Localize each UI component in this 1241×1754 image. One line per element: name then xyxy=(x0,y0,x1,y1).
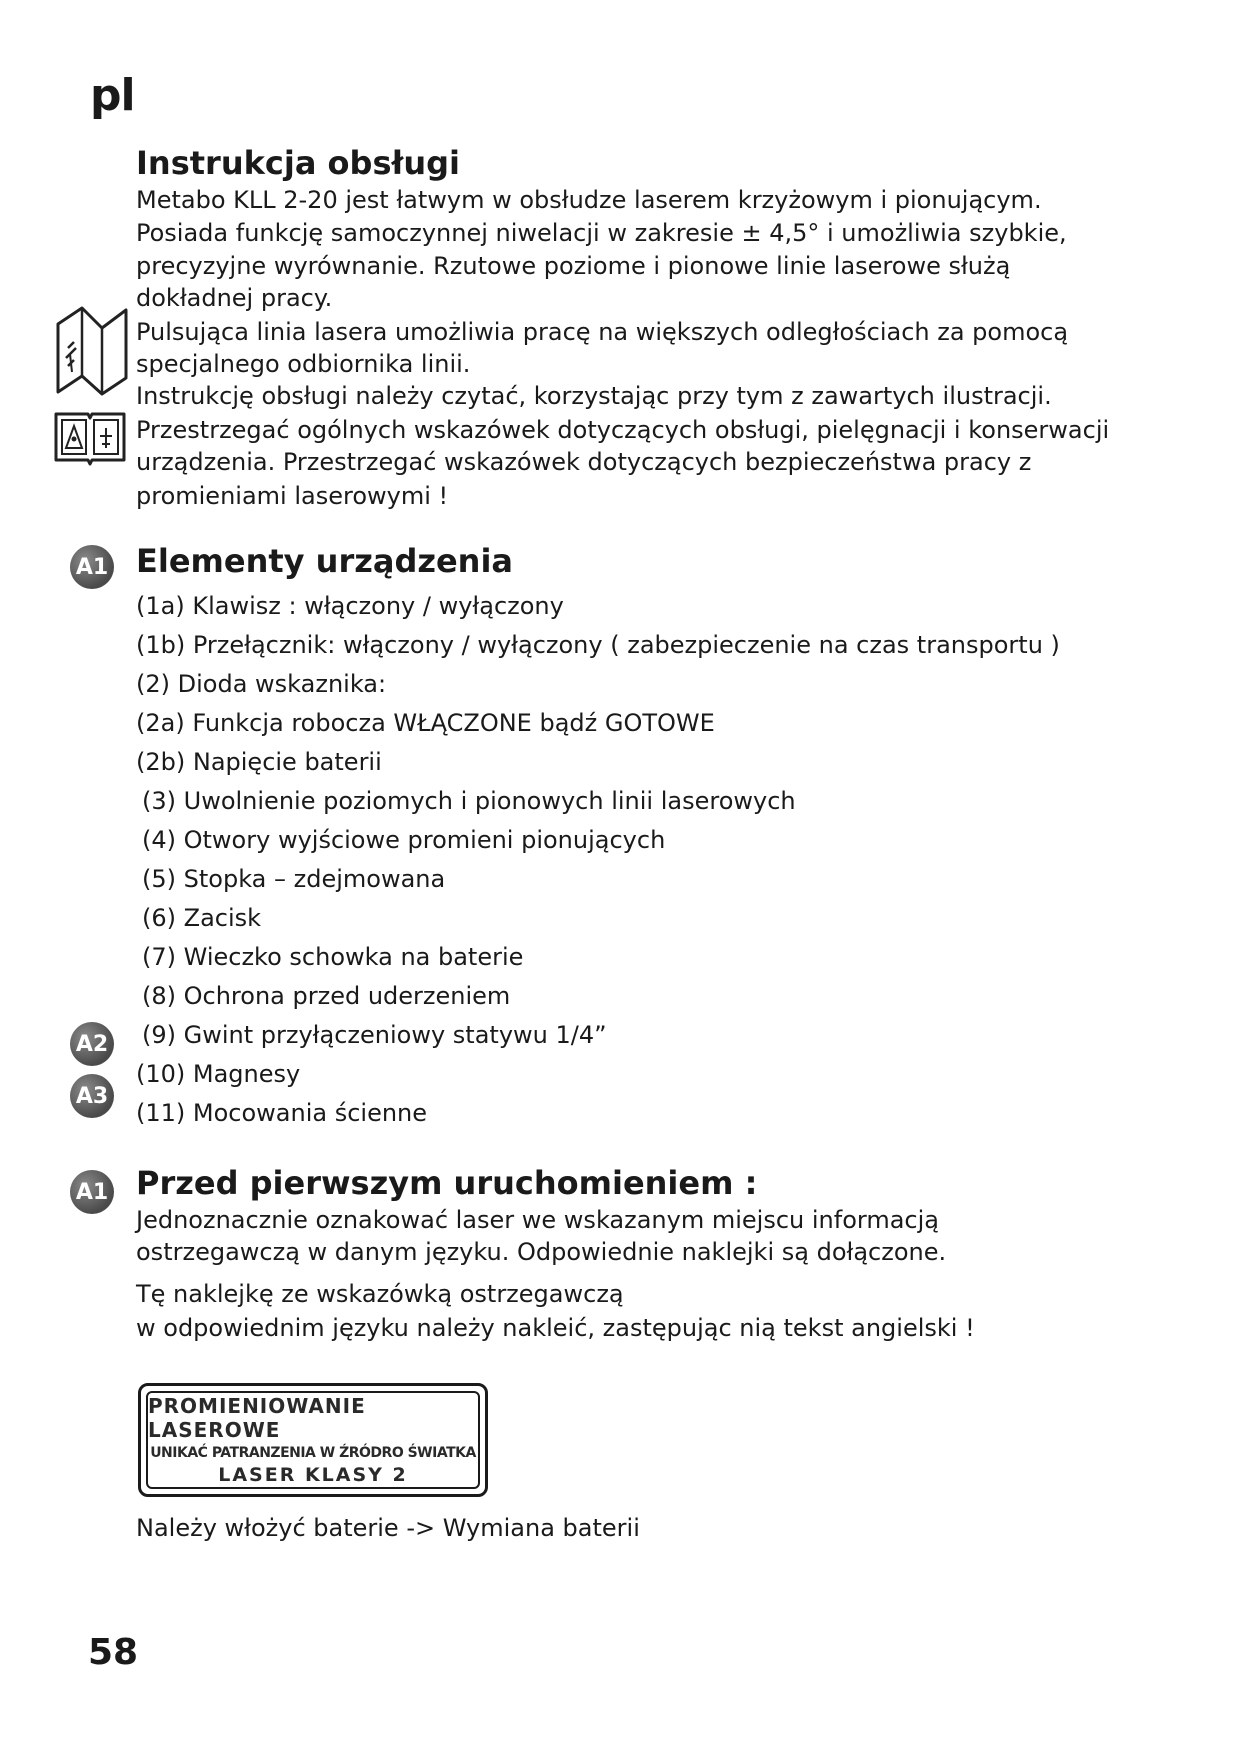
section-title-device-elements: Elementy urządzenia xyxy=(136,542,514,580)
list-item: (9) Gwint przyłączeniowy statywu 1/4” xyxy=(142,1021,607,1049)
list-item: (1a) Klawisz : włączony / wyłączony xyxy=(136,592,564,620)
language-code: pl xyxy=(90,70,135,121)
before-use-line-1: Jednoznacznie oznakować laser we wskazanym miejscu informacją xyxy=(136,1206,939,1234)
battery-insert-note: Należy włożyć baterie -> Wymiana baterii xyxy=(136,1514,640,1542)
laser-warning-label-inner xyxy=(146,1391,480,1489)
badge-a2: A2 xyxy=(70,1022,114,1066)
list-item: (7) Wieczko schowka na baterie xyxy=(142,943,524,971)
intro-line-8: Przestrzegać ogólnych wskazówek dotyczących obsługi, pielęgnacji i konserwacji xyxy=(136,416,1110,444)
badge-a1-second: A1 xyxy=(70,1170,114,1214)
list-item: (1b) Przełącznik: włączony / wyłączony ( zabezpieczenie na czas transportu ) xyxy=(136,631,1060,659)
warning-label-line-3: LASER KLASY 2 xyxy=(218,1463,408,1486)
intro-line-3: precyzyjne wyrównanie. Rzutowe poziome i pionowe linie laserowe służą xyxy=(136,252,1011,280)
page-number: 58 xyxy=(88,1632,139,1673)
intro-line-5: Pulsująca linia lasera umożliwia pracę na większych odległościach za pomocą xyxy=(136,318,1069,346)
before-use-line-2: ostrzegawczą w danym języku. Odpowiednie naklejki są dołączone. xyxy=(136,1238,947,1266)
list-item: (3) Uwolnienie poziomych i pionowych linii laserowych xyxy=(142,787,796,815)
list-item: (2b) Napięcie baterii xyxy=(136,748,382,776)
list-item: (4) Otwory wyjściowe promieni pionujących xyxy=(142,826,666,854)
laser-warning-label xyxy=(138,1383,488,1497)
badge-a1: A1 xyxy=(70,545,114,589)
section-title-instructions: Instrukcja obsługi xyxy=(136,144,461,182)
section-title-before-first-use: Przed pierwszym uruchomieniem : xyxy=(136,1164,758,1202)
folded-manual-icon xyxy=(54,302,130,398)
intro-line-1: Metabo KLL 2-20 jest łatwym w obsłudze laserem krzyżowym i pionującym. xyxy=(136,186,1042,214)
list-item: (10) Magnesy xyxy=(136,1060,301,1088)
before-use-line-3: Tę naklejkę ze wskazówką ostrzegawczą xyxy=(136,1280,624,1308)
list-item: (8) Ochrona przed uderzeniem xyxy=(142,982,511,1010)
intro-line-9: urządzenia. Przestrzegać wskazówek dotyczących bezpieczeństwa pracy z xyxy=(136,448,1032,476)
warning-label-line-1: PROMIENIOWANIE LASEROWE xyxy=(148,1394,366,1443)
intro-line-10: promieniami laserowymi ! xyxy=(136,482,449,510)
intro-line-6: specjalnego odbiornika linii. xyxy=(136,350,471,378)
list-item: (2a) Funkcja robocza WŁĄCZONE bądź GOTOWE xyxy=(136,709,715,737)
open-book-icon xyxy=(52,406,128,470)
intro-line-4: dokładnej pracy. xyxy=(136,284,333,312)
intro-line-2: Posiada funkcję samoczynnej niwelacji w zakresie ± 4,5° i umożliwia szybkie, xyxy=(136,219,1067,247)
badge-a3: A3 xyxy=(70,1074,114,1118)
intro-line-7: Instrukcję obsługi należy czytać, korzystając przy tym z zawartych ilustracji. xyxy=(136,382,1052,410)
list-item: (11) Mocowania ścienne xyxy=(136,1099,428,1127)
list-item: (5) Stopka – zdejmowana xyxy=(142,865,446,893)
before-use-line-4: w odpowiednim języku należy nakleić, zastępując nią tekst angielski ! xyxy=(136,1314,975,1342)
list-item: (6) Zacisk xyxy=(142,904,262,932)
warning-label-line-2: UNIKAĆ PATRANZENIA W ŹRÓDRO ŚWIATKA xyxy=(150,1444,476,1461)
list-item: (2) Dioda wskaznika: xyxy=(136,670,387,698)
